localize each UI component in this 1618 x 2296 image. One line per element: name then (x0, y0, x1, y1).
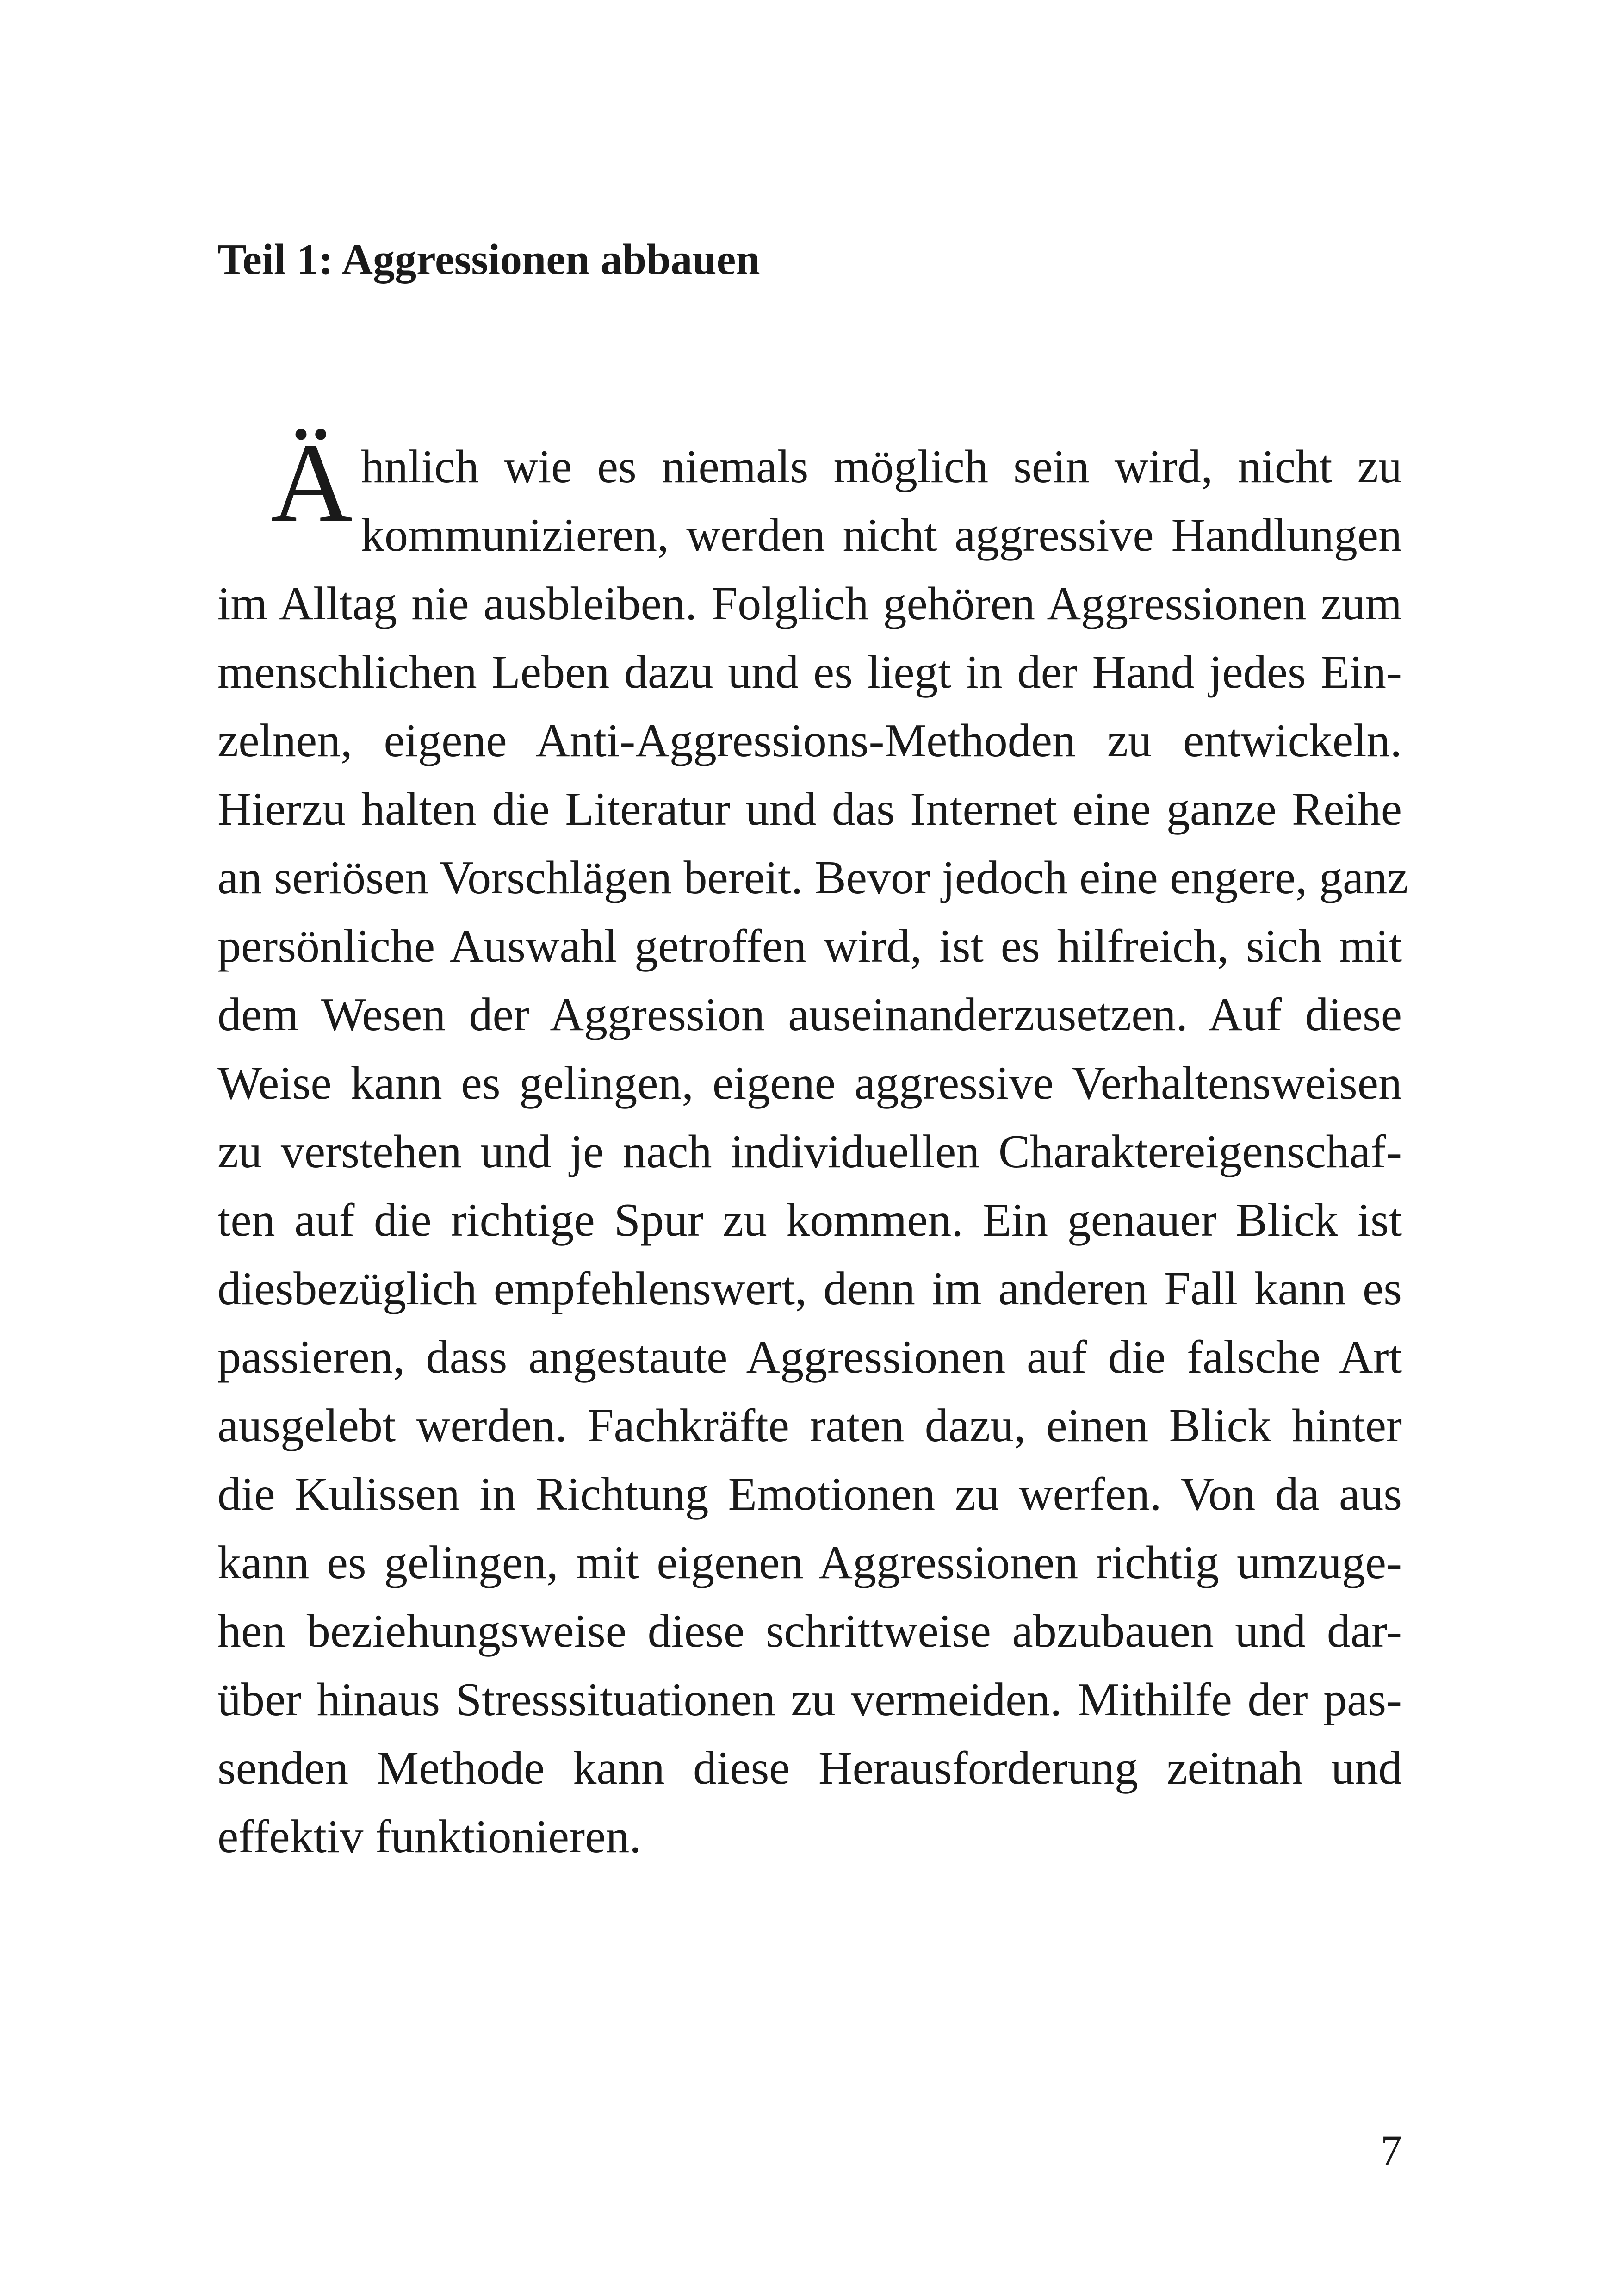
drop-cap: Ä (271, 420, 353, 545)
paragraph-line: passieren, dass angestaute Aggressionen auf die falsche Art (217, 1331, 1402, 1383)
chapter-heading: Teil 1: Aggressionen abbauen (217, 236, 760, 284)
paragraph-line: kommunizieren, werden nicht aggressive Handlungen (361, 509, 1402, 561)
paragraph-line: kann es gelingen, mit eigenen Aggressionen richtig umzuge- (217, 1537, 1402, 1589)
paragraph-line: zelnen, eigene Anti-Aggressions-Methoden zu entwickeln. (217, 715, 1402, 767)
page-number: 7 (1381, 2127, 1402, 2174)
paragraph-line: an seriösen Vorschlägen bereit. Bevor jedoch eine engere, ganz (217, 852, 1408, 904)
paragraph-line: zu verstehen und je nach individuellen Charaktereigenschaf- (217, 1126, 1402, 1178)
paragraph-line: im Alltag nie ausbleiben. Folglich gehören Aggressionen zum (217, 578, 1402, 630)
paragraph-line: dem Wesen der Aggression auseinanderzusetzen. Auf diese (217, 989, 1402, 1041)
paragraph-line: persönliche Auswahl getroffen wird, ist es hilfreich, sich mit (217, 920, 1402, 972)
paragraph-line: menschlichen Leben dazu und es liegt in der Hand jedes Ein- (217, 646, 1402, 698)
paragraph-line: über hinaus Stresssituationen zu vermeiden. Mithilfe der pas- (217, 1674, 1402, 1726)
paragraph-line: senden Methode kann diese Herausforderung zeitnah und (217, 1742, 1402, 1794)
paragraph-line: hen beziehungsweise diese schrittweise abzubauen und dar- (217, 1605, 1402, 1657)
body-paragraph (217, 433, 1408, 1871)
paragraph-line: ausgelebt werden. Fachkräfte raten dazu, einen Blick hinter (217, 1400, 1402, 1452)
paragraph-line: Weise kann es gelingen, eigene aggressive Verhaltensweisen (217, 1057, 1402, 1109)
paragraph-line: diesbezüglich empfehlenswert, denn im anderen Fall kann es (217, 1263, 1402, 1315)
paragraph-line: effektiv funktionieren. (217, 1811, 641, 1863)
paragraph-line: ten auf die richtige Spur zu kommen. Ein genauer Blick ist (217, 1194, 1402, 1246)
paragraph-line: hnlich wie es niemals möglich sein wird, nicht zu (361, 441, 1402, 493)
paragraph-line: die Kulissen in Richtung Emotionen zu werfen. Von da aus (217, 1468, 1402, 1520)
paragraph-line: Hierzu halten die Literatur und das Internet eine ganze Reihe (217, 783, 1402, 835)
